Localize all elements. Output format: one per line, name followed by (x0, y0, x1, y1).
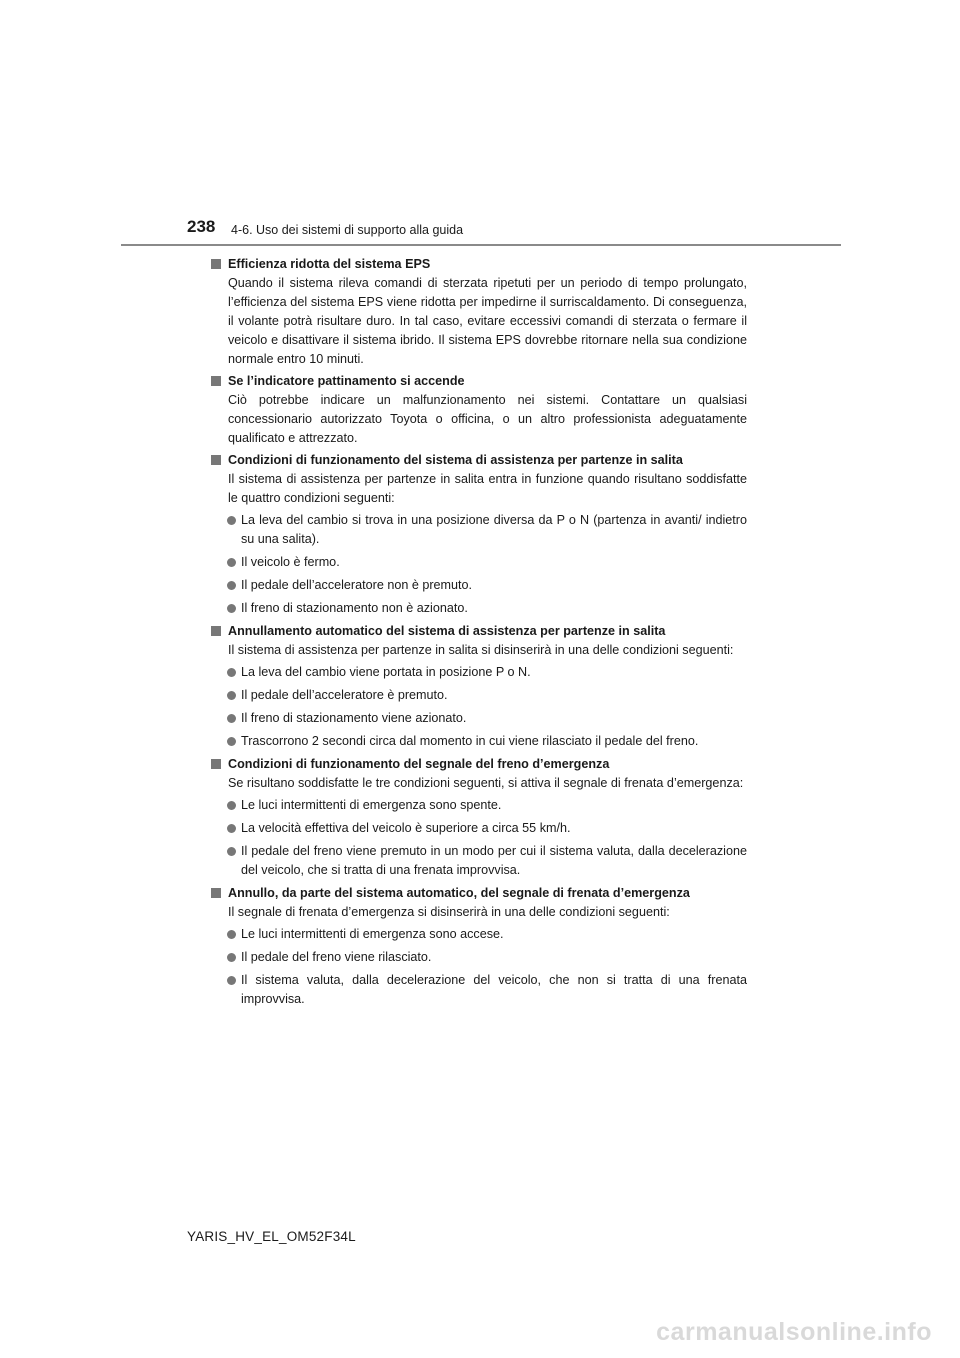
page-content (211, 255, 747, 1013)
round-bullet-icon (227, 801, 236, 810)
square-bullet-icon (211, 759, 221, 769)
section-heading (211, 372, 747, 391)
content-section (211, 372, 747, 448)
section-heading-text: Se l’indicatore pattinamento si accende (228, 374, 465, 388)
section-heading-text: Annullo, da parte del sistema automatico, del segnale di frenata d’emergenza (228, 886, 690, 900)
page-number: 238 (187, 217, 216, 236)
round-bullet-icon (227, 604, 236, 613)
section-paragraph: Se risultano soddisfatte le tre condizioni seguenti, si attiva il segnale di frenata d’emergenza: (228, 776, 744, 790)
list-item-text: Trascorrono 2 secondi circa dal momento in cui viene rilasciato il pedale del freno. (241, 734, 699, 748)
round-bullet-icon (227, 930, 236, 939)
section-title: 4-6. Uso dei sistemi di supporto alla guida (231, 223, 464, 237)
list-item (211, 599, 747, 618)
list-item (211, 511, 747, 549)
round-bullet-icon (227, 581, 236, 590)
list-item-text: Il freno di stazionamento non è azionato. (241, 601, 468, 615)
list-item (211, 971, 747, 1009)
list-item (211, 796, 747, 815)
round-bullet-icon (227, 847, 236, 856)
list-item-text: Il pedale dell’acceleratore è premuto. (241, 688, 448, 702)
round-bullet-icon (227, 558, 236, 567)
list-item-text: Il freno di stazionamento viene azionato. (241, 711, 467, 725)
list-item (211, 686, 747, 705)
list-item-text: Il veicolo è fermo. (241, 555, 340, 569)
section-paragraph: Il sistema di assistenza per partenze in salita entra in funzione quando risultano soddisfatte le quattro condizioni seguenti: (228, 472, 747, 505)
round-bullet-icon (227, 953, 236, 962)
list-item-text: Le luci intermittenti di emergenza sono spente. (241, 798, 502, 812)
content-section (211, 255, 747, 369)
header-divider (121, 244, 841, 246)
list-item-text: Le luci intermittenti di emergenza sono accese. (241, 927, 504, 941)
content-section (211, 451, 747, 618)
list-item (211, 842, 747, 880)
section-paragraph: Il sistema di assistenza per partenze in salita si disinserirà in una delle condizioni seguenti: (228, 643, 734, 657)
list-item-text: Il sistema valuta, dalla decelerazione del veicolo, che non si tratta di una frenata improvvisa. (241, 973, 747, 1006)
list-item (211, 709, 747, 728)
list-item-text: La leva del cambio si trova in una posizione diversa da P o N (partenza in avanti/ indietro su una salita). (241, 513, 747, 546)
list-item-text: Il pedale del freno viene rilasciato. (241, 950, 432, 964)
list-item-text: La leva del cambio viene portata in posizione P o N. (241, 665, 531, 679)
list-item-text: Il pedale del freno viene premuto in un modo per cui il sistema valuta, dalla decelerazione del veicolo, che si tratta di una frenata improvvisa. (241, 844, 747, 877)
section-paragraph: Quando il sistema rileva comandi di sterzata ripetuti per un periodo di tempo prolungato, l’efficienza del sistema EPS viene ridotta per impedirne il surriscaldamento. Di conseguenza, il volante potrà risultare duro. In tal caso, evitare eccessivi comandi di sterzata o fermare il veicolo e disattivare il sistema ibrido. Il sistema EPS dovrebbe ritornare nella sua condizione normale entro 10 minuti. (228, 276, 747, 366)
list-item (211, 819, 747, 838)
round-bullet-icon (227, 976, 236, 985)
section-heading (211, 622, 747, 641)
section-heading-text: Condizioni di funzionamento del sistema di assistenza per partenze in salita (228, 453, 683, 467)
list-item (211, 663, 747, 682)
square-bullet-icon (211, 626, 221, 636)
watermark-text: carmanualsonline.info (656, 1318, 932, 1346)
round-bullet-icon (227, 668, 236, 677)
square-bullet-icon (211, 376, 221, 386)
round-bullet-icon (227, 691, 236, 700)
list-item (211, 948, 747, 967)
list-item-text: La velocità effettiva del veicolo è superiore a circa 55 km/h. (241, 821, 571, 835)
list-item (211, 553, 747, 572)
list-item (211, 732, 747, 751)
content-section (211, 884, 747, 1009)
round-bullet-icon (227, 824, 236, 833)
section-heading-text: Condizioni di funzionamento del segnale del freno d’emergenza (228, 757, 610, 771)
round-bullet-icon (227, 516, 236, 525)
section-heading (211, 755, 747, 774)
section-paragraph: Ciò potrebbe indicare un malfunzionamento nei sistemi. Contattare un qualsiasi concessionario autorizzato Toyota o officina, o un altro professionista adeguatamente qualificato e attrezzato. (228, 393, 747, 445)
section-heading-text: Efficienza ridotta del sistema EPS (228, 257, 431, 271)
document-code: YARIS_HV_EL_OM52F34L (187, 1229, 356, 1244)
list-item (211, 576, 747, 595)
square-bullet-icon (211, 888, 221, 898)
list-item-text: Il pedale dell’acceleratore non è premuto. (241, 578, 473, 592)
round-bullet-icon (227, 714, 236, 723)
content-section (211, 755, 747, 880)
list-item (211, 925, 747, 944)
page-header (0, 0, 960, 250)
square-bullet-icon (211, 455, 221, 465)
section-heading-text: Annullamento automatico del sistema di assistenza per partenze in salita (228, 624, 666, 638)
section-paragraph: Il segnale di frenata d’emergenza si disinserirà in una delle condizioni seguenti: (228, 905, 670, 919)
round-bullet-icon (227, 737, 236, 746)
section-heading (211, 255, 747, 274)
section-heading (211, 884, 747, 903)
square-bullet-icon (211, 259, 221, 269)
content-section (211, 622, 747, 751)
section-heading (211, 451, 747, 470)
